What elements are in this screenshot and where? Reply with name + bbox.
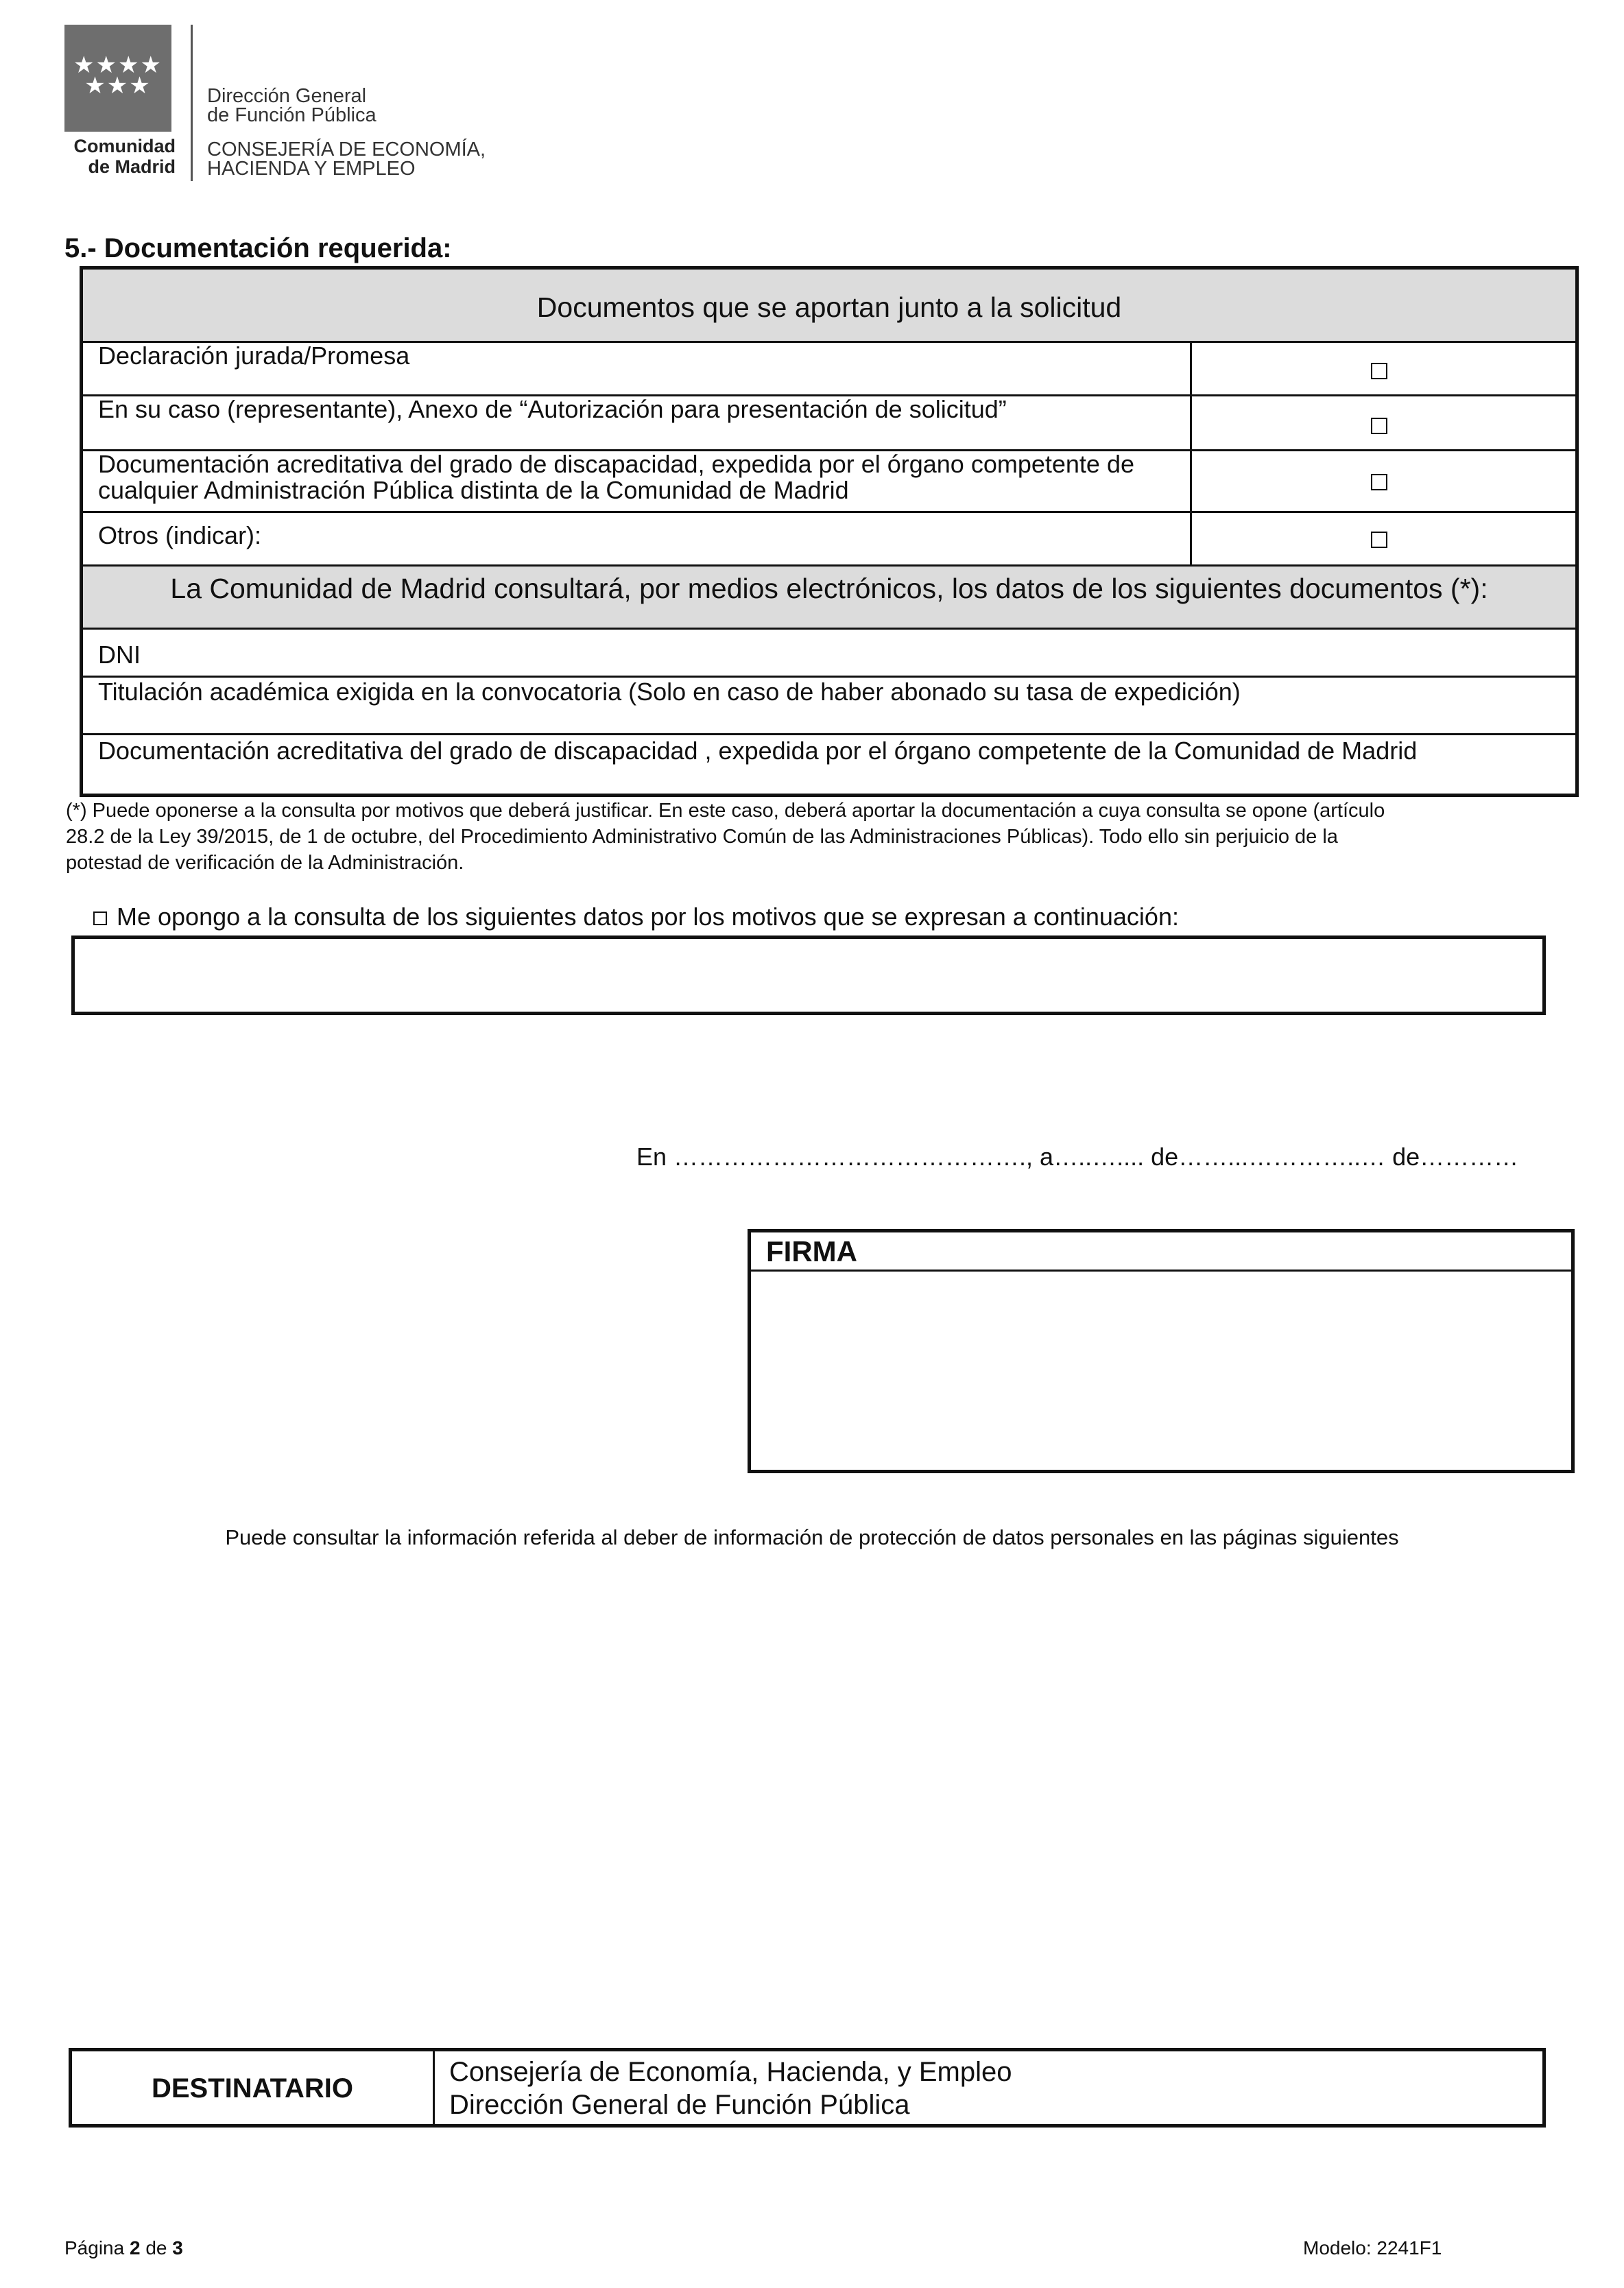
page-number	[64, 2237, 183, 2259]
dept-line-4: HACIENDA Y EMPLEO	[207, 158, 416, 180]
logo-name	[63, 136, 176, 177]
section-title: 5.- Documentación requerida:	[64, 233, 452, 263]
place-date-line: En ……………………………………., a…..….... de……...…………..… de…………	[636, 1143, 1519, 1171]
row-divider	[83, 511, 1575, 513]
recipient-divider	[433, 2051, 435, 2124]
consult-row-dni: DNI	[98, 641, 141, 669]
column-divider	[1190, 341, 1192, 564]
row-divider	[83, 733, 1575, 735]
recipient-label: DESTINATARIO	[151, 2073, 354, 2104]
oppose-option	[93, 903, 1179, 931]
table-header-1-text: Documentos que se aportan junto a la solicitud	[536, 291, 1122, 323]
consult-row-discapacidad: Documentación acreditativa del grado de discapacidad , expedida por el órgano competente de la Comunidad de Madrid	[98, 737, 1418, 765]
note-line-3: potestad de verificación de la Administración.	[66, 852, 464, 874]
oppose-label: Me opongo a la consulta de los siguientes datos por los motivos que se expresan a continuación:	[117, 903, 1179, 931]
checkbox-anexo[interactable]	[1371, 418, 1387, 434]
privacy-notice: Puede consultar la información referida al deber de información de protección de datos personales en las páginas siguientes	[225, 1525, 1399, 1549]
dept-line-2: de Función Pública	[207, 104, 377, 126]
header-divider	[191, 25, 193, 181]
recipient-box	[69, 2048, 1546, 2128]
checkbox-declaracion[interactable]	[1371, 363, 1387, 379]
page-mid: de	[140, 2237, 173, 2259]
doc-row-discapacidad-line1: Documentación acreditativa del grado de discapacidad, expedida por el órgano competente de	[98, 450, 1134, 478]
dept-line-1: Dirección General	[207, 85, 367, 107]
note-line-1: (*) Puede oponerse a la consulta por motivos que deberá justificar. En este caso, deberá aportar la documentación a cuya consulta se opone (artículo	[66, 800, 1385, 822]
row-divider	[83, 628, 1575, 630]
model-number: Modelo: 2241F1	[1303, 2237, 1442, 2259]
signature-header	[751, 1232, 1571, 1272]
oppose-reasons-field[interactable]	[71, 936, 1546, 1015]
documents-table	[80, 266, 1579, 797]
doc-row-discapacidad-line2: cualquier Administración Pública distinta de la Comunidad de Madrid	[98, 476, 849, 504]
checkbox-discapacidad[interactable]	[1371, 474, 1387, 490]
oppose-checkbox[interactable]	[93, 911, 107, 925]
dept-line-3: CONSEJERÍA DE ECONOMÍA,	[207, 139, 486, 160]
page-current: 2	[129, 2237, 141, 2259]
logo-name-line1: Comunidad	[73, 136, 176, 156]
note-line-2: 28.2 de la Ley 39/2015, de 1 de octubre, del Procedimiento Administrativo Común de las Administraciones Públicas). Todo ello sin perjuicio de la	[66, 826, 1338, 848]
signature-box[interactable]	[748, 1229, 1575, 1473]
logo-stars-icon: ★★★★ ★★★	[73, 52, 163, 99]
checkbox-otros[interactable]	[1371, 532, 1387, 548]
recipient-line-1: Consejería de Economía, Hacienda, y Empleo	[449, 2057, 1012, 2087]
page-prefix: Página	[64, 2237, 130, 2259]
logo-name-line2: de Madrid	[88, 156, 176, 177]
recipient-line-2: Dirección General de Función Pública	[449, 2090, 910, 2120]
table-header-2-text: La Comunidad de Madrid consultará, por medios electrónicos, los datos de los siguientes documentos (*):	[170, 573, 1488, 604]
consult-row-titulacion: Titulación académica exigida en la convocatoria (Solo en caso de haber abonado su tasa de expedición)	[98, 678, 1241, 706]
doc-row-otros: Otros (indicar):	[98, 521, 262, 549]
page-total: 3	[172, 2237, 183, 2259]
doc-row-declaracion: Declaración jurada/Promesa	[98, 342, 410, 370]
doc-row-anexo: En su caso (representante), Anexo de “Autorización para presentación de solicitud”	[98, 395, 1007, 423]
signature-label: FIRMA	[766, 1235, 857, 1267]
